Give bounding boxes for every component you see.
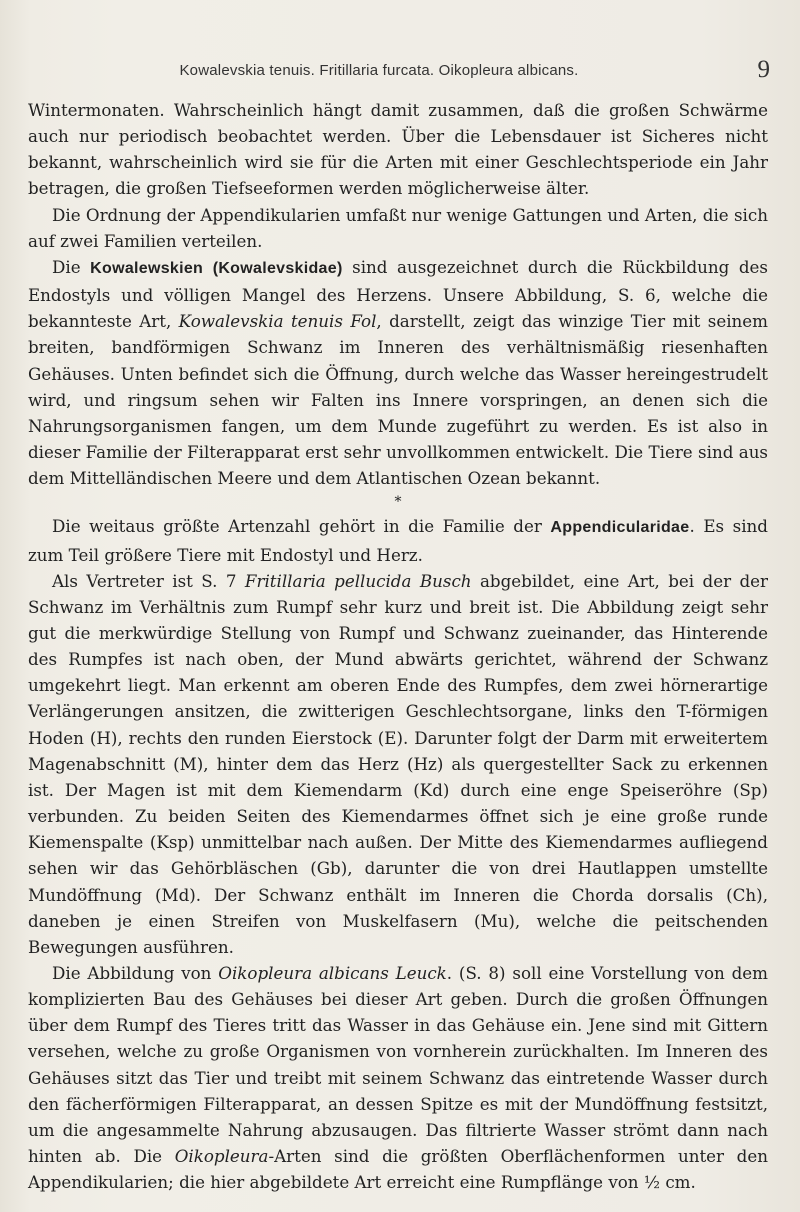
italic-term: Oikopleura bbox=[174, 1146, 269, 1167]
italic-term: Leuck bbox=[395, 963, 447, 983]
paragraph bbox=[28, 97, 768, 202]
page-number: 9 bbox=[757, 56, 770, 83]
paragraph bbox=[28, 568, 768, 960]
text-run: Die Ordnung der Appendikularien umfaßt nur wenige Gattungen und Arten, die sich auf zwei Familien verteilen. bbox=[28, 204, 768, 251]
italic-term: Busch bbox=[419, 570, 472, 591]
italic-term: Oikopleura albicans bbox=[218, 963, 389, 983]
text-run: Die weitaus größte Artenzahl gehört in die Familie der bbox=[52, 516, 551, 537]
running-head bbox=[28, 56, 770, 88]
text-run: Als Vertreter ist S. 7 bbox=[52, 570, 245, 591]
section-separator-asterisk: * bbox=[394, 494, 402, 511]
text-run: Wintermonaten. Wahrscheinlich hängt damit zusammen, daß die großen Schwärme auch nur periodisch beobachtet werden. Über die Lebensdauer ist Sicheres nicht bekannt, wahrscheinlich wird sie für die Arten mit einer Geschlechtsperiode ein Jahr betragen, die großen Tiefseeformen werden möglicherweise älter. bbox=[28, 100, 768, 199]
paragraph bbox=[28, 513, 768, 567]
text-run: . (S. 8) soll eine Vorstellung von dem komplizierten Bau des Gehäuses bei dieser Art geben. Durch die großen Öffnungen über dem Rumpf des Tieres tritt das Wasser in das Gehäuse ein. Jene sind mit Gittern versehen, welche zu große Organismen von vornherein zurückhalten. Im Inneren des Gehäuses sitzt das Tier und treibt mit seinem Schwanz das eintretende Wasser durch den fächerförmigen Filterapparat, an dessen Spitze es mit der Mundöffnung festsitzt, um die angesammelte Nahrung abzusaugen. Das filtrierte Wasser strömt dann nach hinten ab. Die bbox=[28, 963, 768, 1167]
italic-term: Fol bbox=[350, 311, 377, 332]
text-run: -Arten sind die größten Oberflächenformen unter den Appendikularien; die hier abgebildete Art erreicht eine Rumpflänge von ½ cm. bbox=[28, 1146, 768, 1193]
paragraph bbox=[28, 202, 768, 254]
spaced-term: Kowalewskien bbox=[90, 259, 204, 277]
text-run bbox=[389, 963, 396, 983]
running-title: Kowalevskia tenuis. Fritillaria furcata. Oikopleura albicans. bbox=[179, 62, 579, 79]
text-run: , darstellt, zeigt das winzige Tier mit seinem breiten, bandförmigen Schwanz im Inneren des verhältnismäßig riesenhaften Gehäuses. Unten befindet sich die Öffnung, durch welche das Wasser hereingestrudelt wird, und ringsum sehen wir Falten ins Innere vorspringen, an denen sich die Nahrungsorganismen fangen, um dem Munde zugeführt zu werden. Es ist also in dieser Familie der Filterapparat erst sehr unvollkommen entwickelt. Die Tiere sind aus dem Mittelländischen Meere und dem Atlantischen Ozean bekannt. bbox=[28, 311, 768, 489]
italic-term: Fritillaria pellucida bbox=[244, 570, 412, 591]
paragraph bbox=[28, 960, 768, 1195]
text-run: Die bbox=[52, 256, 91, 277]
spaced-term: Appendicularidae bbox=[550, 519, 690, 537]
text-run: sind ausgezeichnet durch die Rückbildung des Endostyls und völligen Mangel des Herzens. Unsere Abbildung, S. 6, welche die bekannteste Art, bbox=[28, 256, 768, 332]
text-run: Die Abbildung von bbox=[52, 963, 219, 983]
body-text bbox=[28, 97, 768, 1195]
text-run bbox=[203, 257, 213, 277]
spaced-term: (Kowalevskidae) bbox=[212, 259, 343, 277]
text-run: . Es sind zum Teil größere Tiere mit Endostyl und Herz. bbox=[28, 516, 768, 565]
text-run: abgebildet, eine Art, bei der der Schwanz im Verhältnis zum Rumpf sehr kurz und breit ist. Die Abbildung zeigt sehr gut die merkwürdige Stellung von Rumpf und Schwanz zueinander, das Hinterende des Rumpfes ist nach oben, der Mund abwärts gerichtet, während der Schwanz umgekehrt liegt. Man erkennt am oberen Ende des Rumpfes, dem zwei hörnerartige Verlängerungen ansitzen, die zwitterigen Geschlechtsorgane, links den T-förmigen Hoden (H), rechts den runden Eierstock (E). Darunter folgt der Darm mit erweitertem Magenabschnitt (M), hinter dem das Herz (Hz) als quergestellter Sack zu erkennen ist. Der Magen ist mit dem Kiemendarm (Kd) durch eine enge Speiseröhre (Sp) verbunden. Zu beiden Seiten des Kiemendarmes öffnet sich je eine große runde Kiemenspalte (Ksp) unmittelbar nach außen. Der Mitte des Kiemendarmes aufliegend sehen wir das Gehörbläschen (Gb), darunter die von drei Hautlappen umstellte Mundöffnung (Md). Der Schwanz enthält im Inneren die Chorda dorsalis (Ch), daneben je einen Streifen von Muskelfasern (Mu), welche die peitschenden Bewegungen ausführen. bbox=[28, 570, 769, 957]
text-run bbox=[411, 571, 419, 591]
italic-term: Kowalevskia tenuis bbox=[178, 311, 343, 332]
paragraph bbox=[28, 254, 768, 491]
